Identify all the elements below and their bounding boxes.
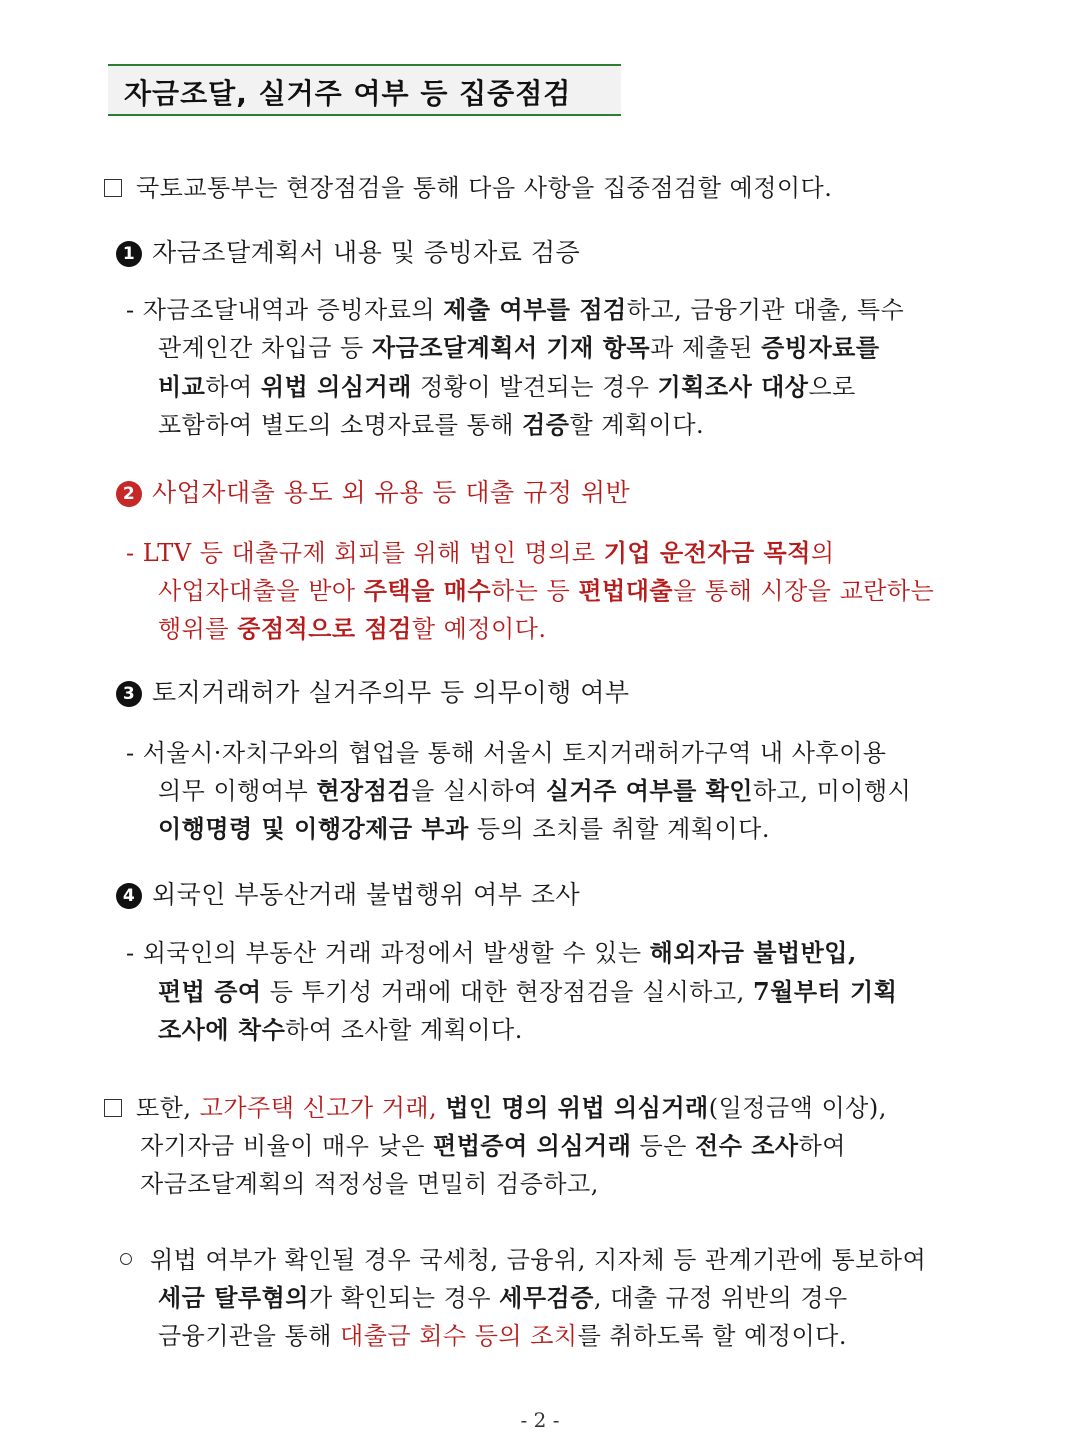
emphasis-text: 검증 (522, 410, 570, 439)
body-text: 하여 (205, 373, 261, 401)
body-text: 를 취하도록 할 예정이다. (577, 1322, 847, 1350)
body-text: 을 실시하여 (411, 777, 546, 805)
section-heading-2 (116, 473, 630, 509)
text-line (158, 1278, 848, 1313)
emphasis-text: 자금조달계획서 기재 항목 (371, 333, 651, 362)
body-text: 과 제출된 (650, 334, 762, 362)
emphasis-text: 7월부터 기획 (752, 977, 898, 1006)
emphasis-text: 비교 (158, 372, 206, 401)
intro-paragraph (104, 168, 832, 203)
section-heading-text: 자금조달계획서 내용 및 증빙자료 검증 (152, 238, 581, 267)
body-text: 의무 이행여부 (158, 777, 317, 805)
emphasis-text: 법인 명의 위법 의심거래 (445, 1093, 709, 1122)
body-text: 또한, (136, 1094, 200, 1122)
emphasis-text: 편법 증여 (158, 977, 262, 1006)
body-text: 가 확인되는 경우 (308, 1284, 500, 1312)
emphasis-text: 기업 운전자금 목적 (603, 538, 811, 567)
emphasis-text: 세금 탈루혐의 (158, 1283, 309, 1312)
section-heading-3 (116, 673, 630, 709)
red-emphasis-text: 고가주택 신고가 거래, (199, 1094, 438, 1122)
emphasis-text: 세무검증 (499, 1283, 594, 1312)
section-heading-text: 외국인 부동산거래 불법행위 여부 조사 (152, 880, 581, 909)
body-text: 사업자대출을 받아 (158, 577, 364, 605)
section-title: 자금조달, 실거주 여부 등 집중점검 (124, 77, 572, 110)
body-text: 정황이 발견되는 경우 (411, 373, 658, 401)
text-line (120, 1240, 926, 1275)
body-text: - 자금조달내역과 증빙자료의 (126, 296, 444, 324)
emphasis-text: 실거주 여부를 확인 (545, 776, 753, 805)
text-line (140, 1164, 599, 1199)
text-line (126, 733, 886, 768)
number-2-circle-icon: 2 (116, 481, 142, 507)
emphasis-text: 중점적으로 점검 (237, 614, 412, 643)
text-line (158, 809, 770, 844)
body-text: - 외국인의 부동산 거래 과정에서 발생할 수 있는 (126, 939, 650, 967)
number-4-circle-icon: 4 (116, 883, 142, 909)
text-line (158, 367, 856, 402)
body-text: 하여 조사할 계획이다. (285, 1016, 523, 1044)
square-bullet-icon (104, 1099, 122, 1117)
page-number: - 2 - (520, 1408, 560, 1432)
section-heading-text: 토지거래허가 실거주의무 등 의무이행 여부 (152, 678, 630, 707)
body-text: 으로 (808, 373, 856, 401)
section-heading-text: 사업자대출 용도 외 유용 등 대출 규정 위반 (152, 478, 631, 507)
text-line (158, 571, 934, 606)
text-line (158, 771, 911, 806)
body-text: 자기자금 비율이 매우 낮은 (140, 1132, 434, 1160)
emphasis-text: 전수 조사 (695, 1131, 799, 1160)
text-line (158, 1010, 523, 1045)
text-line (126, 290, 904, 325)
number-1-circle-icon: 1 (116, 241, 142, 267)
emphasis-text: 해외자금 불법반입, (649, 938, 857, 967)
text-line (158, 1316, 847, 1351)
body-text: - 서울시·자치구와의 협업을 통해 서울시 토지거래허가구역 내 사후이용 (126, 739, 887, 767)
emphasis-text: 위법 의심거래 (260, 372, 412, 401)
emphasis-text: 현장점검 (316, 776, 412, 805)
body-text: 하고, 미이행시 (753, 777, 912, 805)
body-text: 위법 여부가 확인될 경우 국세청, 금융위, 지자체 등 관계기관에 통보하여 (150, 1246, 927, 1274)
section-heading-1 (116, 233, 580, 269)
text-line (158, 405, 704, 440)
body-text: 하여 (798, 1132, 846, 1160)
body-text: 등의 조치를 취할 계획이다. (468, 815, 770, 843)
text-line (104, 1088, 887, 1123)
section-heading-4 (116, 875, 580, 911)
body-text: 등은 (631, 1132, 696, 1160)
body-text: 행위를 (158, 615, 238, 643)
number-3-circle-icon: 3 (116, 681, 142, 707)
emphasis-text: 이행명령 및 이행강제금 부과 (158, 814, 469, 843)
emphasis-text: 기획조사 대상 (657, 372, 809, 401)
body-text: 할 계획이다. (569, 411, 705, 439)
text-line (126, 533, 835, 568)
emphasis-text: 편법대출 (578, 576, 674, 605)
text-line (158, 609, 547, 644)
section-title-box (108, 64, 621, 116)
red-emphasis-text: 대출금 회수 등의 조치 (340, 1322, 578, 1350)
emphasis-text: 편법증여 의심거래 (433, 1131, 632, 1160)
body-text: 하고, 금융기관 대출, 특수 (626, 296, 905, 324)
body-text: 하는 등 (491, 577, 579, 605)
text-line (140, 1126, 846, 1161)
emphasis-text: 주택을 매수 (363, 576, 492, 605)
circle-bullet-icon (120, 1253, 132, 1265)
text-line (158, 972, 897, 1007)
body-text: - LTV 등 대출규제 회피를 위해 법인 명의로 (126, 539, 604, 567)
body-text: 할 예정이다. (411, 615, 547, 643)
body-text: 관계인간 차입금 등 (158, 334, 372, 362)
body-text: , 대출 규정 위반의 경우 (593, 1284, 848, 1312)
body-text: (일정금액 이상), (708, 1094, 887, 1122)
text-line (126, 933, 857, 968)
text-line (158, 328, 880, 363)
emphasis-text: 증빙자료를 (761, 333, 880, 362)
square-bullet-icon (104, 179, 122, 197)
emphasis-text: 조사에 착수 (158, 1015, 286, 1044)
body-text: 등 투기성 거래에 대한 현장점검을 실시하고, (261, 978, 753, 1006)
emphasis-text: 제출 여부를 점검 (443, 295, 627, 324)
body-text: 의 (810, 539, 835, 567)
body-text: 자금조달계획의 적정성을 면밀히 검증하고, (140, 1170, 599, 1198)
body-text: 을 통해 시장을 교란하는 (673, 577, 935, 605)
body-text: 포함하여 별도의 소명자료를 통해 (158, 411, 523, 439)
intro-text: 국토교통부는 현장점검을 통해 다음 사항을 집중점검할 예정이다. (136, 174, 833, 202)
body-text: 금융기관을 통해 (158, 1322, 341, 1350)
